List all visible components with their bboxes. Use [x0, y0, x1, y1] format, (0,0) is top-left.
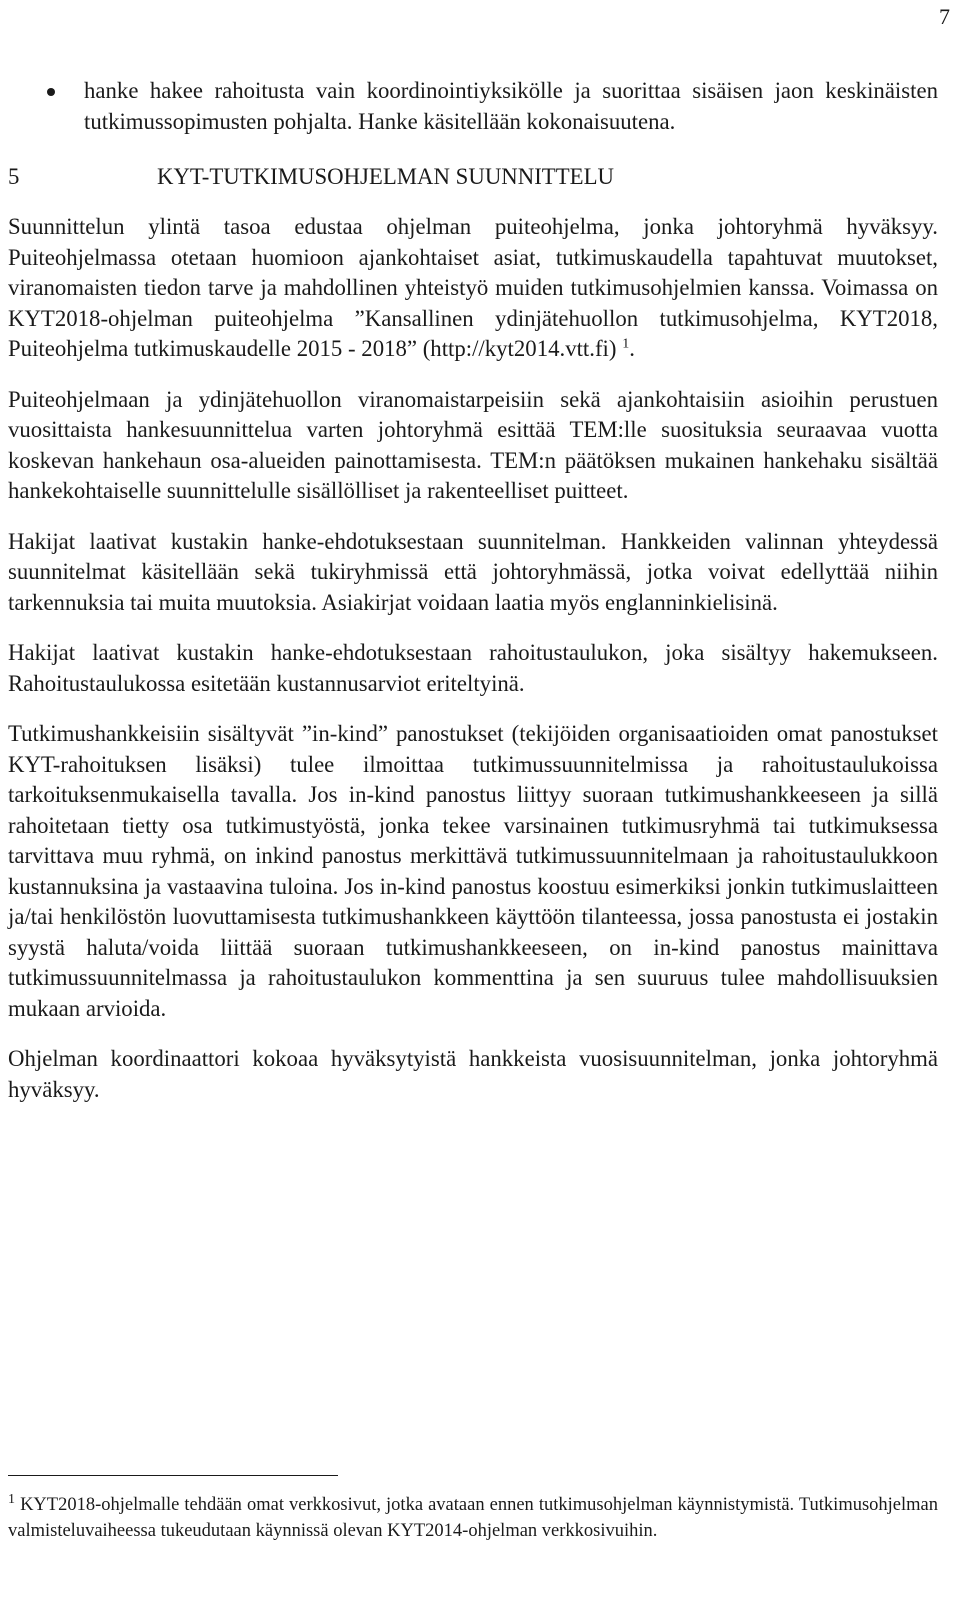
paragraph-framework-text: Suunnittelun ylintä tasoa edustaa ohjelman puiteohjelma, jonka johtoryhmä hyväksyy. Puiteohjelmassa otetaan huomioon ajankohtaiset asiat, tutkimuskaudella tapahtuvat muutokset, viranomaisten tiedon tarve ja mahdollinen yhteistyö muiden tutkimusohjelmien kanssa. Voimassa on KYT2018-ohjelman puiteohjelma ”Kansallinen ydinjätehuollon tutkimusohjelma, KYT2018, Puiteohjelma tutkimuskaudelle 2015 - 2018” (http://kyt2014.vtt.fi) — [8, 214, 938, 361]
section-number: 5 — [8, 164, 20, 189]
bullet-item — [8, 76, 938, 137]
paragraph-in-kind: Tutkimushankkeisiin sisältyvät ”in-kind” panostukset (tekijöiden organisaatioiden omat panostukset KYT-rahoituksen lisäksi) tulee ilmoittaa tutkimussuunnitelmissa ja rahoitustaulukoissa tarkoituksenmukaisella tavalla. Jos in-kind panostus liittyy suoraan tutkimushankkeeseen ja sillä rahoitetaan tietty osa tutkimustyöstä, jonka tekee varsinainen tutkimusryhmä tai tutkimuksessa tarvittava muu ryhmä, on inkind panostus merkittävä tutkimussuunnitelmaan ja rahoitustaulukkoon kustannuksina ja vastaavina tuloina. Jos in-kind panostus koostuu esimerkiksi jonkin tutkimuslaitteen ja/tai henkilöstön luovuttamisesta tutkimushankkeen käyttöön tilanteessa, jossa panostusta ei jostakin syystä haluta/voida liittää suoraan tutkimushankkeeseen, on in-kind panostus mainittava tutkimussuunnitelmassa ja rahoitustaulukon kommenttina ja sen suuruus tulee mahdollisuuksien mukaan arvioida. — [8, 721, 938, 1021]
bullet-item-text: hanke hakee rahoitusta vain koordinointiyksikölle ja suorittaa sisäisen jaon keskinäisten tutkimussopimusten pohjalta. Hanke käsitellään kokonaisuutena. — [84, 78, 938, 134]
footnote-marker: 1 — [8, 1491, 15, 1507]
section-heading — [8, 157, 938, 197]
bullet-dot-icon — [47, 88, 55, 96]
paragraph-project-plan: Hakijat laativat kustakin hanke-ehdotuksestaan suunnitelman. Hankkeiden valinnan yhteydessä suunnitelmat käsitellään sekä tukiryhmissä että johtoryhmässä, jotka voivat edellyttää niihin tarkennuksia tai muita muutoksia. Asiakirjat voidaan laatia myös englanninkielisinä. — [8, 528, 938, 615]
paragraph-framework-end: . — [629, 336, 635, 361]
footnote-text: KYT2018-ohjelmalle tehdään omat verkkosivut, jotka avataan ennen tutkimusohjelman käynnistymistä. Tutkimusohjelman valmisteluvaiheessa tukeudutaan käynnissä olevan KYT2014-ohjelman verkkosivuihin. — [8, 1495, 938, 1541]
section-title: KYT-TUTKIMUSOHJELMAN SUUNNITTELU — [157, 164, 614, 189]
page-number: 7 — [939, 4, 950, 29]
paragraph-coordinator: Ohjelman koordinaattori kokoaa hyväksytyistä hankkeista vuosisuunnitelman, jonka johtoryhmä hyväksyy. — [8, 1046, 938, 1102]
footnote-separator — [8, 1475, 338, 1476]
paragraph-annual-planning: Puiteohjelmaan ja ydinjätehuollon viranomaistarpeisiin sekä ajankohtaisiin asioihin perustuen vuosittaista hankesuunnittelua varten johtoryhmä esittää TEM:lle suosituksia seuraavaa vuotta koskevan hankehaun osa-alueiden painottamisesta. TEM:n päätöksen mukainen hankehaku sisältää hankekohtaiselle suunnittelulle sisällölliset ja rakenteelliset puitteet. — [8, 386, 938, 503]
footnotes — [8, 1475, 938, 1544]
page-body — [8, 76, 938, 1105]
paragraph-framework — [8, 212, 938, 365]
paragraph-funding-table: Hakijat laativat kustakin hanke-ehdotuksestaan rahoitustaulukon, joka sisältyy hakemukseen. Rahoitustaulukossa esitetään kustannusarviot eriteltyinä. — [8, 640, 938, 696]
footnote — [8, 1492, 938, 1544]
footnote-reference: 1 — [622, 336, 630, 352]
